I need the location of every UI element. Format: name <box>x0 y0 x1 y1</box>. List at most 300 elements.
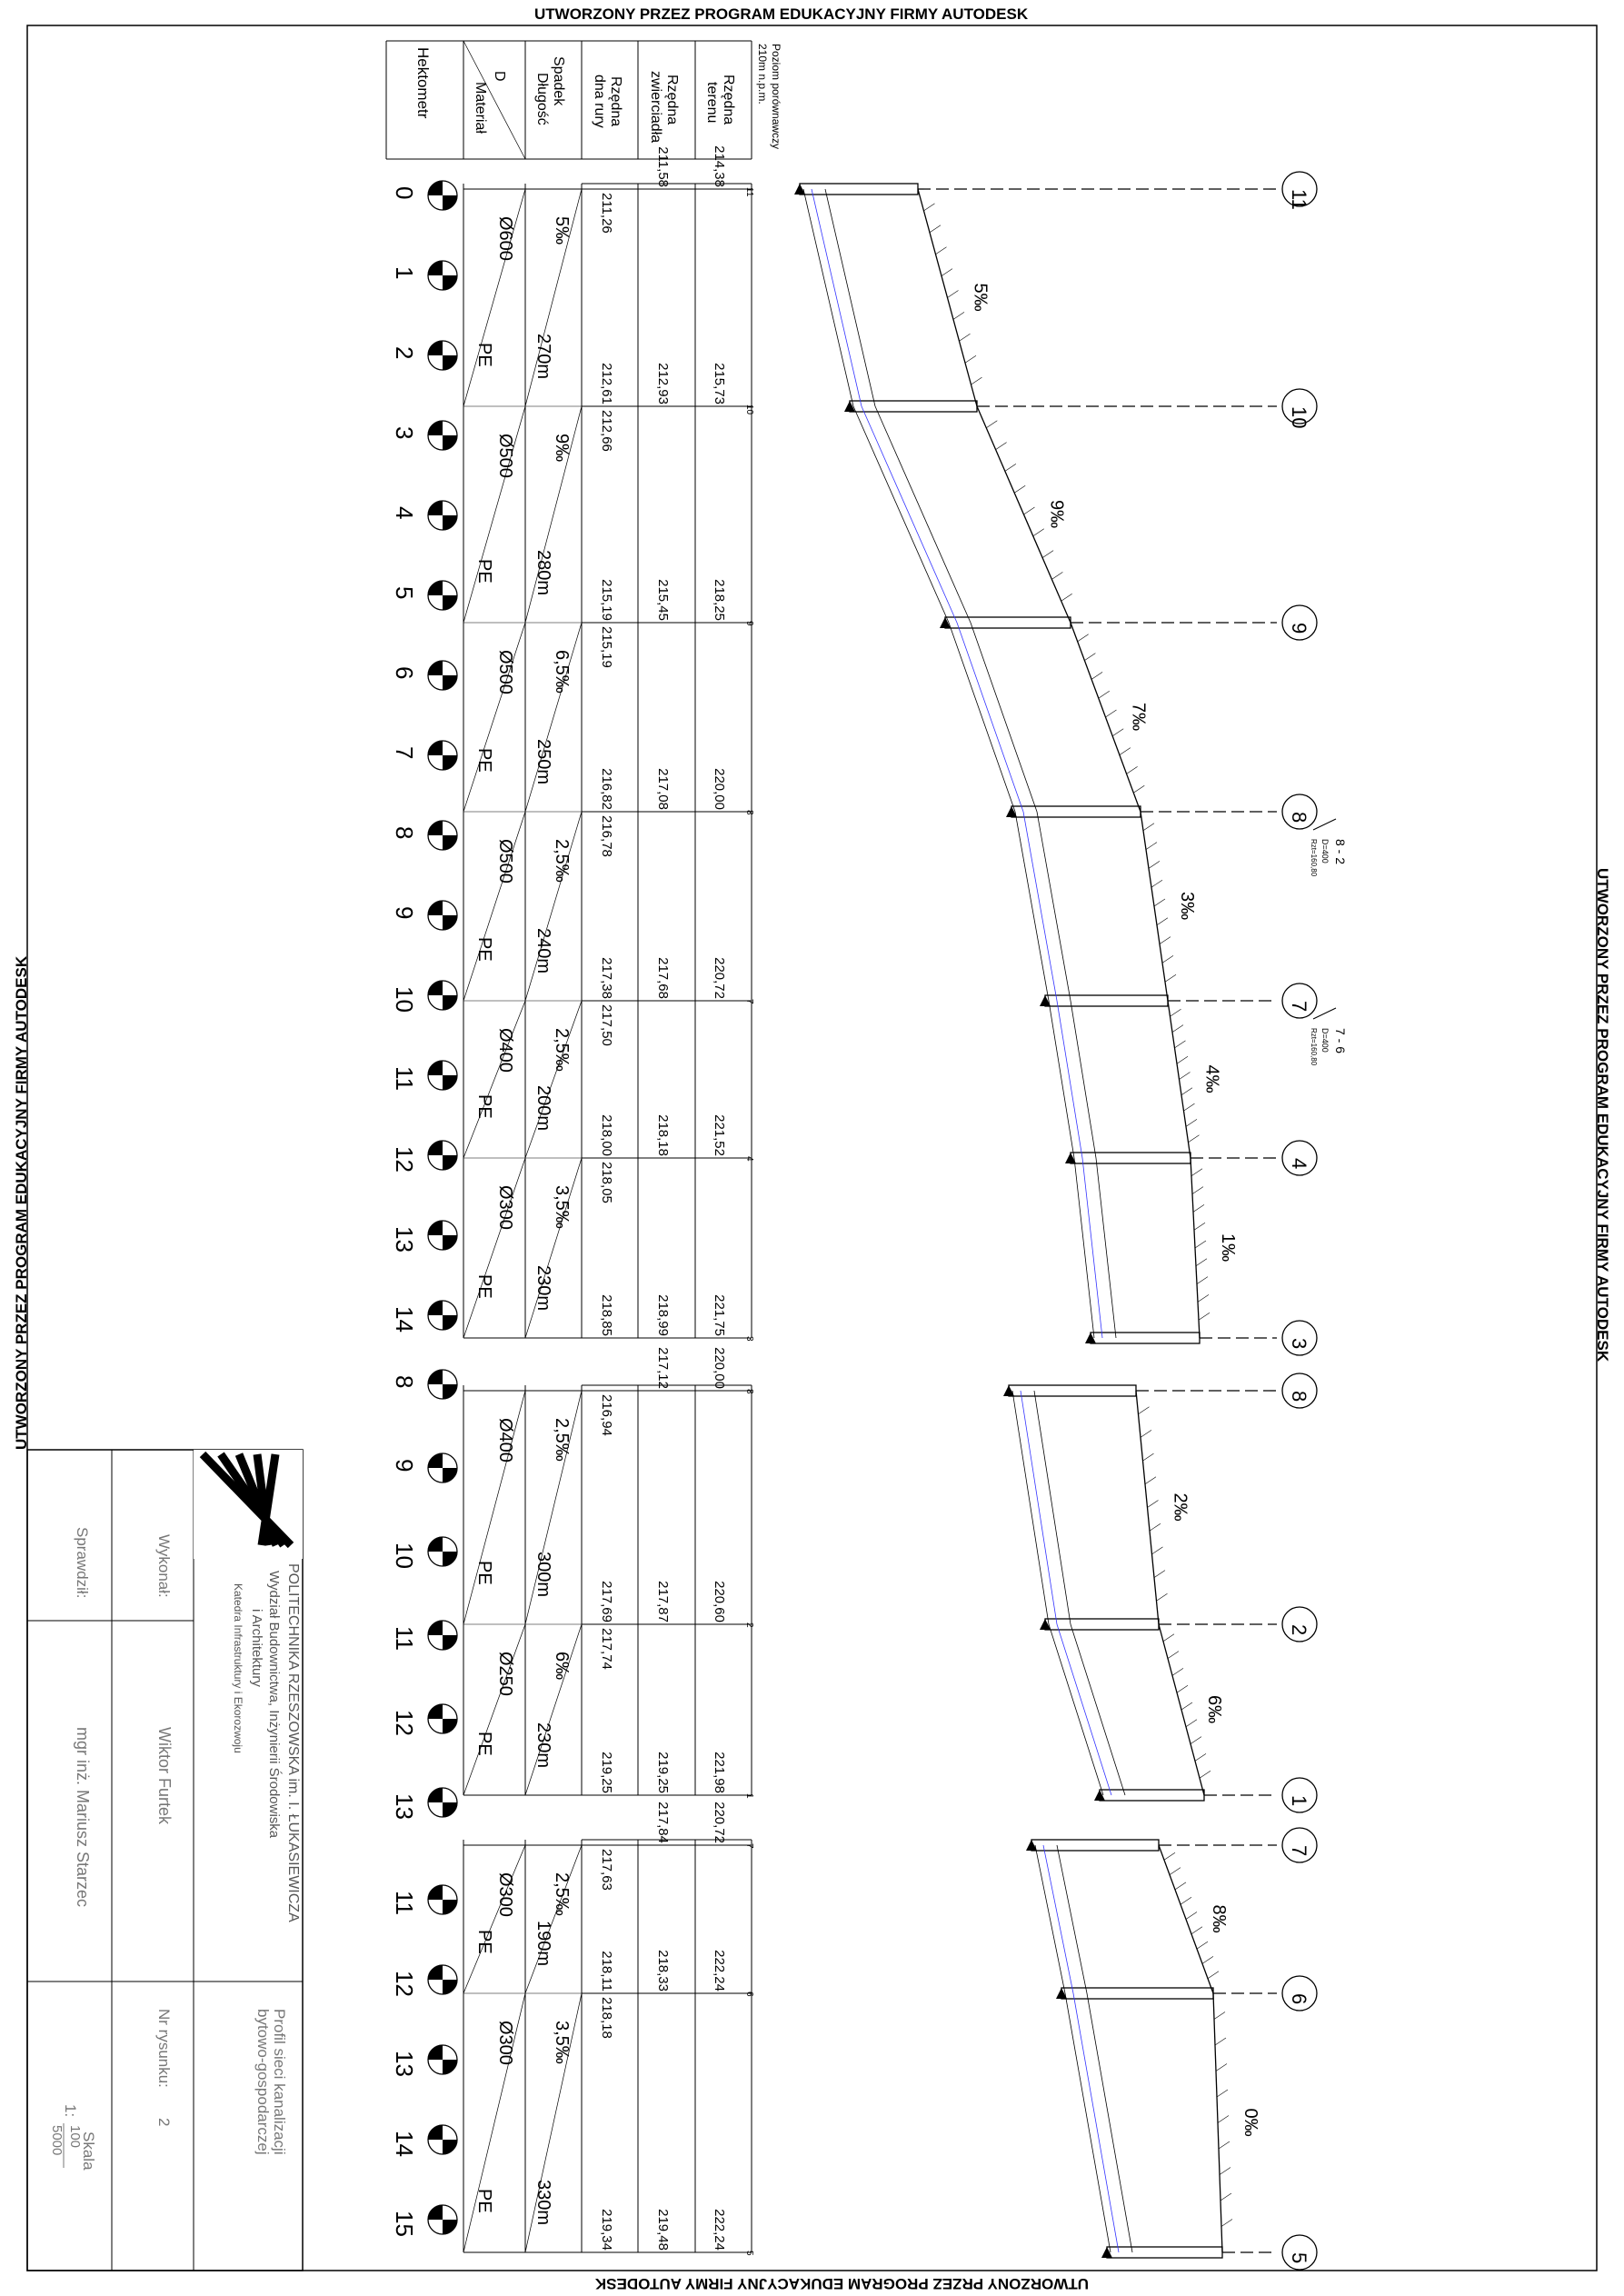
pipe-top-line <box>1071 1001 1096 1158</box>
ground-hatch <box>1202 1956 1213 1963</box>
branch-rzedna: Rzt=160,80 <box>1310 839 1318 877</box>
branch-arrow <box>1313 1008 1336 1019</box>
hectometer-label: 13 <box>391 2051 418 2077</box>
node-rzedna-zwierciadla: 219,48 <box>655 2209 671 2251</box>
hectometer-fill <box>428 1704 443 1719</box>
hectometer-fill <box>443 1635 457 1650</box>
ground-slope-label: 5‰ <box>970 283 991 312</box>
header-spadek: Spadek <box>551 56 566 106</box>
ground-slope-label: 3‰ <box>1177 892 1197 921</box>
ground-hatch <box>1191 1169 1202 1176</box>
ground-hatch <box>942 269 952 276</box>
header-rzedna-terenu-2: terenu <box>704 82 720 124</box>
ground-hatch <box>1145 1477 1156 1484</box>
ground-hatch <box>1220 2168 1230 2175</box>
pipe-bottom-line <box>1049 1624 1103 1795</box>
node-rzedna-terenu: 214,38 <box>712 145 727 187</box>
hectometer-fill <box>428 1301 443 1315</box>
hectometer-label: 13 <box>391 1793 418 1820</box>
segment-dlugosc: 250m <box>533 739 553 785</box>
manhole-box <box>945 617 1071 628</box>
node-rzedna-zwierciadla: 219,25 <box>655 1752 671 1793</box>
segment-spadek: 2,5‰ <box>552 1872 572 1916</box>
hectometer-fill <box>443 675 457 690</box>
segment-diagonal-spadek <box>525 1845 582 1993</box>
segment-dlugosc: 300m <box>533 1552 553 1598</box>
node-rzedna-dna-out: 218,18 <box>599 1997 614 2039</box>
ground-hatch <box>965 355 976 363</box>
segment-material: PE <box>474 937 494 962</box>
hectometer-fill <box>443 1552 457 1566</box>
hectometer-label: 11 <box>391 1066 418 1091</box>
sprawdzil-label: Sprawdził: <box>74 1527 91 1599</box>
ground-hatch <box>1157 1593 1168 1601</box>
water-level-line <box>862 406 957 623</box>
pipe-bottom-line <box>1065 1993 1111 2252</box>
watermark-bottom: UTWORZONY PRZEZ PROGRAM EDUKACYJNY FIRMY AUTODESK <box>594 2275 1089 2292</box>
ground-hatch <box>1143 824 1154 831</box>
pipe-bottom-line <box>1015 812 1049 1001</box>
hectometer-label: 13 <box>391 1226 418 1253</box>
hectometer-fill <box>428 901 443 915</box>
ground-hatch <box>1199 1313 1210 1320</box>
water-level-line <box>1073 1993 1119 2252</box>
segment-d: Ø250 <box>495 1652 515 1696</box>
ground-hatch <box>1181 1088 1192 1095</box>
hectometer-fill <box>428 1141 443 1155</box>
segment-spadek: 2,5‰ <box>552 839 572 883</box>
ground-slope-label: 2‰ <box>1170 1492 1191 1522</box>
node-rzedna-dna-out: 212,66 <box>599 410 614 452</box>
ground-hatch <box>1051 572 1062 579</box>
pipe-top-line <box>1034 1391 1071 1624</box>
segment-d: Ø400 <box>495 1028 515 1073</box>
segment-d: Ø300 <box>495 2021 515 2065</box>
node-rzedna-dna-out: 217,74 <box>599 1628 614 1670</box>
ground-hatch <box>1177 1056 1188 1063</box>
node-rzedna-zwierciadla: 217,12 <box>655 1347 671 1389</box>
hectometer-fill <box>443 755 457 770</box>
ground-hatch <box>1186 1720 1197 1727</box>
hectometer-fill <box>428 1885 443 1900</box>
manhole-box <box>850 401 977 412</box>
ground-hatch <box>1208 1972 1219 1979</box>
ground-hatch <box>1195 1241 1206 1248</box>
segment-spadek: 2,5‰ <box>552 1028 572 1072</box>
node-rzedna-terenu: 221,75 <box>712 1294 727 1336</box>
segment-d: Ø500 <box>495 650 515 694</box>
branch-arrow <box>1313 819 1336 830</box>
ground-slope-label: 6‰ <box>1204 1695 1224 1724</box>
header-rzedna-terenu-1: Rzędna <box>721 75 736 125</box>
pipe-bottom-line <box>853 406 949 623</box>
segment-dlugosc: 280m <box>533 550 553 596</box>
node-rzedna-dna-in: 219,34 <box>599 2209 614 2251</box>
segment-spadek: 3,5‰ <box>552 1185 572 1229</box>
node-rzedna-dna-in: 217,38 <box>599 957 614 999</box>
ground-hatch <box>1175 1041 1186 1048</box>
segment-material: PE <box>474 1274 494 1299</box>
segment-d: Ø300 <box>495 1185 515 1230</box>
pipe-top-line <box>875 406 971 623</box>
hectometer-label: 14 <box>391 2131 418 2157</box>
segment-diagonal-spadek <box>525 1624 582 1795</box>
faculty-name: Wydział Budownictwa, Inżynierii Środowiska <box>266 1571 282 1839</box>
ground-hatch <box>1154 899 1165 906</box>
ground-hatch <box>1160 937 1171 944</box>
ground-slope-label: 9‰ <box>1046 500 1067 529</box>
drawing-title-2: bytowo-gospodarczej <box>254 2009 272 2155</box>
node-index: 11 <box>744 187 754 197</box>
hectometer-label: 1 <box>391 266 418 280</box>
ground-hatch <box>1149 861 1160 868</box>
node-rzedna-zwierciadla: 215,45 <box>655 579 671 621</box>
hectometer-label: 9 <box>391 906 418 920</box>
hectometer-fill <box>443 1075 457 1090</box>
hectometer-label: 6 <box>391 666 418 680</box>
ground-hatch <box>1084 654 1095 661</box>
watermark-top: UTWORZONY PRZEZ PROGRAM EDUKACYJNY FIRMY AUTODESK <box>534 5 1029 23</box>
segment-dlugosc: 230m <box>533 1265 553 1312</box>
hectometer-label: 7 <box>391 746 418 760</box>
segment-spadek: 6‰ <box>552 1652 572 1681</box>
node-index: 7 <box>744 1843 754 1849</box>
scale-top: 100 <box>67 2125 83 2149</box>
branch-label: 7 - 6 <box>1333 1028 1348 1054</box>
branch-diameter: D=400 <box>1320 839 1330 863</box>
segment-dlugosc: 240m <box>533 928 553 974</box>
hectometer-label: 12 <box>391 1971 418 1997</box>
ground-hatch <box>1177 1685 1188 1692</box>
ground-hatch <box>1186 1912 1197 1920</box>
segment-material: PE <box>474 1930 494 1954</box>
hectometer-fill <box>428 501 443 515</box>
hectometer-fill <box>428 1453 443 1468</box>
node-label: 8 <box>1288 812 1310 824</box>
ground-hatch <box>1078 634 1089 642</box>
hectometer-fill <box>428 2045 443 2060</box>
node-rzedna-terenu: 222,24 <box>712 2209 727 2251</box>
ground-hatch <box>971 377 982 384</box>
ground-hatch <box>1150 1523 1161 1531</box>
manhole-box <box>1045 995 1168 1006</box>
ground-hatch <box>1172 1025 1183 1033</box>
manhole-box <box>1031 1840 1159 1851</box>
ground-slope-label: 4‰ <box>1201 1064 1222 1093</box>
branch-rzedna: Rzt=160,80 <box>1310 1028 1318 1066</box>
ground-hatch <box>936 247 947 255</box>
node-index: 1 <box>744 1793 754 1799</box>
ground-hatch <box>1219 2141 1230 2149</box>
node-rzedna-zwierciadla: 217,08 <box>655 768 671 810</box>
manhole-box <box>1071 1153 1191 1163</box>
hectometer-fill <box>428 1788 443 1802</box>
ground-hatch <box>1181 1897 1191 1904</box>
ground-hatch <box>930 225 941 233</box>
node-rzedna-terenu: 221,98 <box>712 1752 727 1793</box>
node-rzedna-dna-out: 215,19 <box>599 626 614 668</box>
water-level-line <box>1021 1391 1057 1624</box>
ground-hatch <box>1195 1753 1206 1761</box>
node-label: 6 <box>1288 1993 1310 2005</box>
node-index: 3 <box>744 1336 754 1342</box>
ground-hatch <box>1218 2116 1229 2123</box>
ground-hatch <box>1146 843 1157 850</box>
hectometer-label: 11 <box>391 1891 418 1915</box>
hectometer-label: 12 <box>391 1146 418 1173</box>
node-rzedna-dna-in: 218,00 <box>599 1114 614 1156</box>
faculty-name-2: i Architektury <box>249 1609 264 1687</box>
manhole-box <box>1011 806 1141 817</box>
hectometer-fill <box>428 1221 443 1235</box>
hectometer-fill <box>428 741 443 755</box>
node-rzedna-zwierciadla: 218,99 <box>655 1294 671 1336</box>
watermark-right: UTWORZONY PRZEZ PROGRAM EDUKACYJNY FIRMY AUTODESK <box>1594 868 1611 1363</box>
sprawdzil-name: mgr inż. Mariusz Starzec <box>74 1727 92 1908</box>
hectometer-fill <box>428 981 443 995</box>
ground-hatch <box>1099 691 1110 698</box>
hectometer-label: 8 <box>391 826 418 840</box>
ground-hatch <box>1024 507 1035 514</box>
ground-hatch <box>1181 1702 1192 1710</box>
node-rzedna-terenu: 221,52 <box>712 1114 727 1156</box>
hectometer-label: 10 <box>391 986 418 1013</box>
segment-material: PE <box>474 748 494 773</box>
ground-hatch <box>1162 955 1173 963</box>
ground-hatch <box>1186 1119 1197 1126</box>
ground-hatch <box>1172 1668 1183 1675</box>
water-level-line <box>1057 1001 1082 1158</box>
ground-hatch <box>1164 1852 1175 1860</box>
node-label: 11 <box>1288 189 1310 210</box>
hectometer-fill <box>443 1468 457 1482</box>
manhole-box <box>1100 1790 1204 1801</box>
node-index: 10 <box>744 404 754 415</box>
ground-hatch <box>1215 2038 1226 2045</box>
ground-slope-label: 0‰ <box>1240 2108 1260 2137</box>
pipe-bottom-line <box>1049 1001 1074 1158</box>
ground-hatch <box>1220 2193 1231 2201</box>
node-rzedna-dna-out: 216,94 <box>599 1394 614 1436</box>
node-label: 1 <box>1288 1795 1310 1807</box>
hectometer-fill <box>428 341 443 355</box>
node-index: 4 <box>744 1156 754 1162</box>
ground-hatch <box>1120 748 1131 755</box>
node-rzedna-terenu: 220,60 <box>712 1581 727 1622</box>
segment-material: PE <box>474 1094 494 1119</box>
ground-hatch <box>1139 1407 1150 1414</box>
hectometer-fill <box>443 595 457 610</box>
header-d: D <box>492 71 507 82</box>
segment-diagonal-spadek <box>525 1001 582 1158</box>
segment-spadek: 5‰ <box>552 216 572 245</box>
hectometer-fill <box>428 1965 443 1980</box>
hectometer-label: 11 <box>391 1626 418 1651</box>
node-rzedna-zwierciadla: 217,87 <box>655 1581 671 1622</box>
hectometer-fill <box>443 915 457 930</box>
segment-spadek: 6,5‰ <box>552 650 572 694</box>
hectometer-fill <box>443 2140 457 2154</box>
ground-hatch <box>924 204 935 211</box>
hectometer-fill <box>428 1370 443 1384</box>
manhole-box <box>1107 2247 1222 2258</box>
hectometer-fill <box>428 1061 443 1075</box>
ground-hatch <box>1168 1652 1179 1659</box>
branch-label: 8 - 2 <box>1333 839 1348 865</box>
ground-slope-label: 7‰ <box>1128 703 1149 732</box>
node-index: 9 <box>744 621 754 626</box>
hectometer-fill <box>443 1155 457 1170</box>
hectometer-fill <box>428 661 443 675</box>
manhole-box <box>1061 1988 1213 1999</box>
segment-dlugosc: 330m <box>533 2180 553 2226</box>
header-rzedna-zwierciadla-1: Rzędna <box>664 75 680 125</box>
segment-diagonal-d <box>463 1624 525 1795</box>
hectometer-fill <box>443 1235 457 1250</box>
ground-hatch <box>1217 2090 1228 2097</box>
header-rzedna-dna-1: Rzędna <box>608 76 623 127</box>
node-rzedna-dna-in: 219,25 <box>599 1752 614 1793</box>
ground-hatch <box>996 443 1007 450</box>
hectometer-label: 12 <box>391 1710 418 1736</box>
ground-hatch <box>986 421 997 428</box>
node-rzedna-dna-out: 217,63 <box>599 1849 614 1891</box>
hectometer-label: 4 <box>391 506 418 520</box>
node-index: 5 <box>744 2251 754 2256</box>
profiles-content <box>386 41 1348 2270</box>
pipe-bottom-line <box>1012 1391 1049 1624</box>
hectometer-label: 8 <box>391 1375 418 1389</box>
ground-hatch <box>1189 1135 1200 1143</box>
header-rzedna-zwierciadla-2: zwierciadła <box>648 71 663 144</box>
ground-hatch <box>1091 672 1102 679</box>
node-index: 8 <box>744 810 754 815</box>
water-level-line <box>1023 812 1057 1001</box>
manhole-box <box>1045 1619 1159 1630</box>
ground-hatch <box>1191 1927 1202 1934</box>
node-rzedna-terenu: 220,00 <box>712 768 727 810</box>
profile-1 <box>428 172 1336 1355</box>
hectometer-fill <box>428 181 443 195</box>
ground-hatch <box>1165 974 1176 982</box>
node-label: 9 <box>1288 623 1310 634</box>
pipe-top-line <box>971 623 1037 812</box>
segment-d: Ø500 <box>495 434 515 478</box>
segment-diagonal-d <box>463 1845 525 1993</box>
header-rzedna-dna-2: dna rury <box>592 75 607 128</box>
ground-slope-label: 1‰ <box>1218 1233 1238 1263</box>
university-name: POLITECHNIKA RZESZOWSKA im. I. ŁUKASIEWICZA <box>285 1563 301 1922</box>
scale-bottom: 5000 <box>49 2125 65 2156</box>
ground-hatch <box>1157 918 1168 925</box>
node-rzedna-terenu: 222,24 <box>712 1950 727 1992</box>
node-rzedna-dna-out: 216,78 <box>599 815 614 857</box>
node-rzedna-terenu: 220,72 <box>712 1802 727 1843</box>
node-rzedna-zwierciadla: 212,93 <box>655 363 671 404</box>
sheet-border <box>27 25 1597 2271</box>
segment-spadek: 3,5‰ <box>552 2021 572 2064</box>
node-rzedna-dna-in: 216,82 <box>599 768 614 810</box>
ground-hatch <box>948 291 959 298</box>
water-level-line <box>812 189 862 406</box>
ground-hatch <box>1106 710 1117 717</box>
ground-hatch <box>1216 2064 1227 2071</box>
hectometer-fill <box>443 1980 457 1994</box>
hectometer-fill <box>428 2205 443 2220</box>
ground-hatch <box>1194 1223 1205 1230</box>
hectometer-fill <box>443 995 457 1010</box>
hectometer-label: 15 <box>391 2211 418 2237</box>
node-rzedna-dna-out: 218,05 <box>599 1162 614 1203</box>
segment-dlugosc: 190m <box>533 1921 553 1967</box>
department-name: Katedra Infrastruktury i Ekorozwoju <box>232 1583 244 1753</box>
ground-hatch <box>1014 485 1025 493</box>
segment-d: Ø300 <box>495 1872 515 1917</box>
hectometer-fill <box>443 1384 457 1399</box>
pipe-top-line <box>1057 1845 1087 1993</box>
hectometer-fill <box>428 581 443 595</box>
ground-hatch <box>953 312 964 319</box>
ground-hatch <box>1180 1073 1191 1080</box>
segment-material: PE <box>474 343 494 367</box>
ground-hatch <box>1197 1277 1208 1284</box>
node-rzedna-dna-in: 215,19 <box>599 579 614 621</box>
ground-hatch <box>1214 2012 1225 2020</box>
ground-hatch <box>1127 766 1138 774</box>
node-rzedna-dna-out: 211,26 <box>599 193 614 234</box>
segment-d: Ø600 <box>495 216 515 261</box>
node-rzedna-zwierciadla: 211,58 <box>655 146 671 187</box>
hectometer-fill <box>428 261 443 275</box>
branch-diameter: D=400 <box>1320 1028 1330 1053</box>
title-block <box>27 1450 303 2271</box>
segment-material: PE <box>474 559 494 584</box>
node-label: 8 <box>1288 1391 1310 1403</box>
header-hektometr: Hektometr <box>414 47 432 119</box>
header-dlugosc: Długość <box>534 73 550 125</box>
hectometer-fill <box>428 1537 443 1552</box>
pipe-bottom-line <box>1074 1158 1094 1338</box>
node-rzedna-dna-in: 217,69 <box>599 1581 614 1622</box>
manhole-box <box>1091 1333 1200 1343</box>
segment-d: Ø400 <box>495 1418 515 1462</box>
ground-hatch <box>1148 1501 1159 1508</box>
scale-prefix: 1: <box>62 2104 79 2118</box>
node-rzedna-dna-in: 212,61 <box>599 363 614 404</box>
hectometer-fill <box>443 2060 457 2074</box>
header-material: Materiał <box>473 82 488 134</box>
manhole-box <box>800 184 918 195</box>
hectometer-label: 3 <box>391 426 418 440</box>
hectometer-fill <box>443 835 457 850</box>
node-label: 5 <box>1288 2252 1310 2264</box>
hectometer-fill <box>443 1802 457 1817</box>
ground-hatch <box>1196 1259 1207 1266</box>
node-label: 2 <box>1288 1624 1310 1636</box>
ground-hatch <box>1143 1453 1154 1461</box>
ground-hatch <box>1141 1430 1151 1437</box>
ground-hatch <box>1112 729 1123 736</box>
ground-hatch <box>1200 1771 1211 1778</box>
ground-hatch <box>1198 1294 1209 1302</box>
ground-hatch <box>1192 1187 1203 1194</box>
ground-hatch <box>1033 529 1044 536</box>
hectometer-label: 10 <box>391 1542 418 1569</box>
ground-hatch <box>1151 880 1162 887</box>
hectometer-label: 14 <box>391 1306 418 1333</box>
hectometer-label: 5 <box>391 586 418 600</box>
hectometer-fill <box>443 355 457 370</box>
